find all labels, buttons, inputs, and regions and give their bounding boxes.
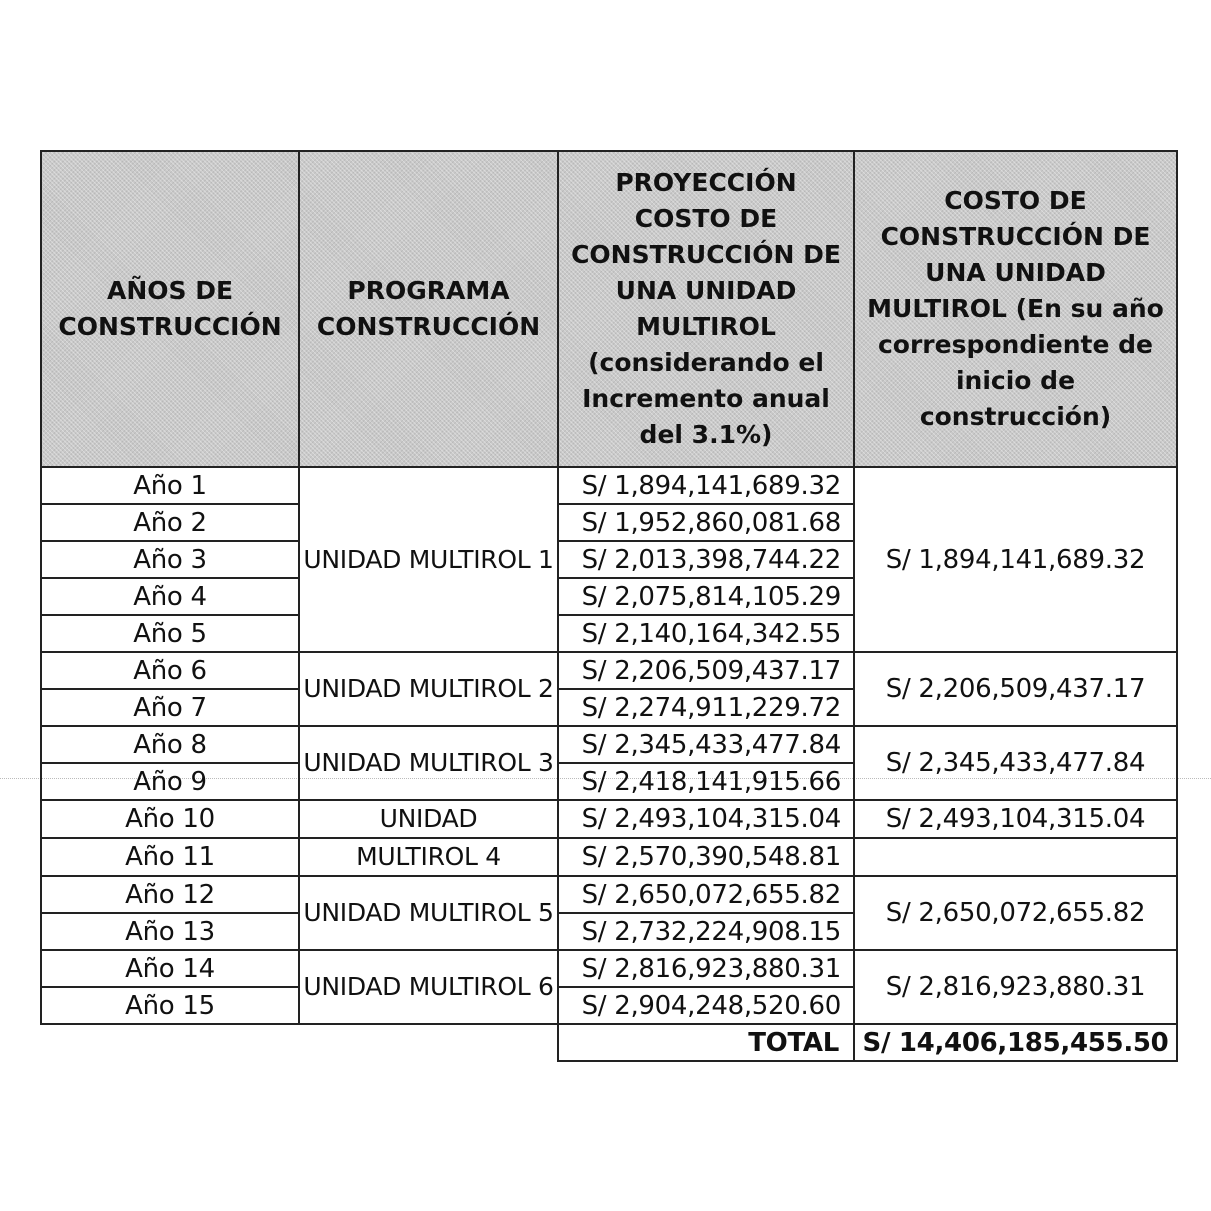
cost-cell: S/ 2,345,433,477.84 bbox=[854, 726, 1177, 800]
projection-cell: S/ 2,206,509,437.17 bbox=[558, 652, 854, 689]
year-cell: Año 9 bbox=[41, 763, 299, 800]
program-cell: UNIDAD MULTIROL 2 bbox=[299, 652, 558, 726]
year-cell: Año 1 bbox=[41, 467, 299, 504]
program-cell: UNIDAD MULTIROL 3 bbox=[299, 726, 558, 800]
projection-cell: S/ 2,650,072,655.82 bbox=[558, 876, 854, 913]
empty-cell bbox=[41, 1024, 299, 1061]
total-value: S/ 14,406,185,455.50 bbox=[854, 1024, 1177, 1061]
table-row bbox=[41, 876, 1177, 913]
total-row bbox=[41, 1024, 1177, 1061]
cost-cell: S/ 1,894,141,689.32 bbox=[854, 467, 1177, 652]
year-cell: Año 2 bbox=[41, 504, 299, 541]
total-label: TOTAL bbox=[558, 1024, 854, 1061]
cost-cell: S/ 2,206,509,437.17 bbox=[854, 652, 1177, 726]
year-cell: Año 7 bbox=[41, 689, 299, 726]
header-row bbox=[41, 151, 1177, 467]
cost-cell: S/ 2,493,104,315.04 bbox=[854, 800, 1177, 838]
table-row bbox=[41, 800, 1177, 838]
program-cell: UNIDAD MULTIROL 6 bbox=[299, 950, 558, 1024]
header-program: PROGRAMA CONSTRUCCIÓN bbox=[299, 151, 558, 467]
cost-cell: S/ 2,816,923,880.31 bbox=[854, 950, 1177, 1024]
table-row bbox=[41, 467, 1177, 504]
year-cell: Año 6 bbox=[41, 652, 299, 689]
program-cell: MULTIROL 4 bbox=[299, 838, 558, 876]
projection-cell: S/ 2,274,911,229.72 bbox=[558, 689, 854, 726]
projection-cell: S/ 2,075,814,105.29 bbox=[558, 578, 854, 615]
projection-cell: S/ 2,904,248,520.60 bbox=[558, 987, 854, 1024]
year-cell: Año 11 bbox=[41, 838, 299, 876]
year-cell: Año 12 bbox=[41, 876, 299, 913]
construction-cost-table bbox=[40, 150, 1178, 1062]
projection-cell: S/ 2,493,104,315.04 bbox=[558, 800, 854, 838]
program-cell: UNIDAD MULTIROL 1 bbox=[299, 467, 558, 652]
year-cell: Año 14 bbox=[41, 950, 299, 987]
year-cell: Año 5 bbox=[41, 615, 299, 652]
projection-cell: S/ 2,732,224,908.15 bbox=[558, 913, 854, 950]
program-cell: UNIDAD MULTIROL 5 bbox=[299, 876, 558, 950]
table-row bbox=[41, 652, 1177, 689]
year-cell: Año 8 bbox=[41, 726, 299, 763]
cost-cell: S/ 2,650,072,655.82 bbox=[854, 876, 1177, 950]
program-cell: UNIDAD bbox=[299, 800, 558, 838]
table-row bbox=[41, 838, 1177, 876]
table-row bbox=[41, 726, 1177, 763]
projection-cell: S/ 1,894,141,689.32 bbox=[558, 467, 854, 504]
year-cell: Año 15 bbox=[41, 987, 299, 1024]
year-cell: Año 13 bbox=[41, 913, 299, 950]
projection-cell: S/ 2,418,141,915.66 bbox=[558, 763, 854, 800]
year-cell: Año 10 bbox=[41, 800, 299, 838]
year-cell: Año 4 bbox=[41, 578, 299, 615]
header-projection: PROYECCIÓN COSTO DE CONSTRUCCIÓN DE UNA UNIDAD MULTIROL (considerando el Incremento anual del 3.1%) bbox=[558, 151, 854, 467]
projection-cell: S/ 2,816,923,880.31 bbox=[558, 950, 854, 987]
projection-cell: S/ 2,570,390,548.81 bbox=[558, 838, 854, 876]
table-row bbox=[41, 950, 1177, 987]
projection-cell: S/ 2,345,433,477.84 bbox=[558, 726, 854, 763]
header-cost: COSTO DE CONSTRUCCIÓN DE UNA UNIDAD MULTIROL (En su año correspondiente de inicio de construcción) bbox=[854, 151, 1177, 467]
projection-cell: S/ 2,140,164,342.55 bbox=[558, 615, 854, 652]
cost-cell bbox=[854, 838, 1177, 876]
empty-cell bbox=[299, 1024, 558, 1061]
header-years: AÑOS DE CONSTRUCCIÓN bbox=[41, 151, 299, 467]
year-cell: Año 3 bbox=[41, 541, 299, 578]
projection-cell: S/ 2,013,398,744.22 bbox=[558, 541, 854, 578]
projection-cell: S/ 1,952,860,081.68 bbox=[558, 504, 854, 541]
